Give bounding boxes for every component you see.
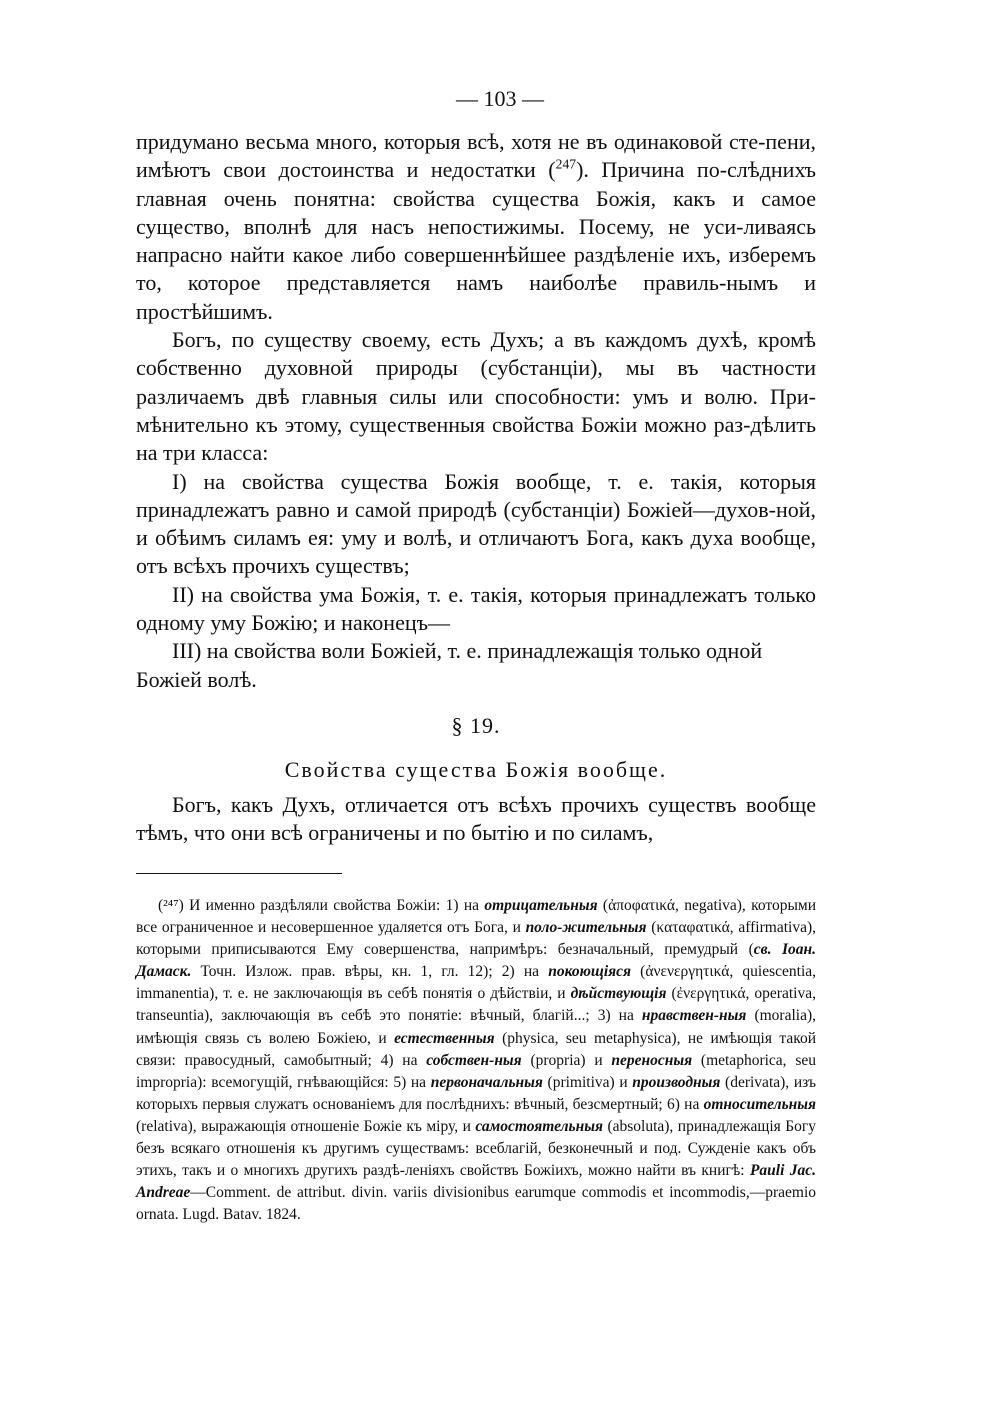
footnote-emphasis: первоначальныя: [430, 1073, 543, 1091]
footnote-emphasis: отрицательныя: [484, 897, 598, 914]
footnote-segment: Точн. Излож. прав. вѣры, кн. 1, гл. 12); 2) на: [191, 963, 549, 981]
footnote: [136, 895, 816, 1226]
paragraph-1-text-b: ). Причина по-слѣднихъ главная очень понятна: свойства существа Божія, какъ и самое существо, вполнѣ для насъ непостижимы. Посему, не уси-ливаясь напрасно найти какое либо совершеннѣйшее раздѣленіе ихъ, изберемъ то, которое представляется намъ наиболѣе правиль-нымъ и простѣйшимъ.: [136, 157, 816, 324]
footnote-segment: (derivata), изъ которыхъ первыя служатъ основаніемъ для послѣднихъ: вѣчный, безсмертный; 6) на: [136, 1073, 816, 1113]
paragraph-3: I) на свойства существа Божія вообще, т. е. такія, которыя принадлежатъ равно и самой природѣ (субстанціи) Божіей—духов-ной, и обѣимъ силамъ ея: уму и волѣ, и отличаютъ Бога, какъ духа вообще, отъ всѣхъ прочихъ существъ;: [136, 468, 816, 579]
footnote-emphasis: нравствен-ныя: [641, 1007, 747, 1025]
footnote-segment: (ἀνενεργητικά, quiescentia, immanentia), т. е. не заключающія въ себѣ понятія о дѣйствіи, и: [136, 963, 816, 1003]
footnote-emphasis: покоющіяся: [548, 963, 631, 981]
paragraph-1: [136, 128, 816, 326]
footnote-segment: (moralia), имѣющія связь съ волею Божіею, и: [136, 1007, 817, 1047]
footnote-segment: —Comment. de attribut. divin. variis divisionibus earumque commodis et incommodis,—praemio ornata. Lugd. Batav. 1824.: [136, 1184, 816, 1224]
footnote-emphasis: самостоятельныя: [475, 1117, 603, 1135]
footnote-emphasis: относительныя: [703, 1095, 816, 1113]
footnote-segment: (relativa), выражающія отношеніе Божіе къ міру, и: [136, 1117, 476, 1135]
paragraph-6: Богъ, какъ Духъ, отличается отъ всѣхъ прочихъ существъ вообще тѣмъ, что они всѣ ограничены и по бытію и по силамъ,: [136, 791, 816, 845]
paragraph-4: II) на свойства ума Божія, т. е. такія, которыя принадлежатъ только одному уму Божію; и наконецъ—: [136, 581, 816, 636]
footnote-mark: (²⁴⁷): [158, 897, 184, 914]
footnote-emphasis: дѣйствующія: [570, 985, 667, 1003]
main-text: [136, 128, 816, 847]
footnote-emphasis: переносныя: [611, 1051, 693, 1069]
footnote-emphasis: собствен-ныя: [426, 1051, 522, 1069]
footnote-segment: (ἀποφατικά, negativa), которыми все ограниченное и несовершенное удаляется отъ Бога, и: [136, 897, 816, 937]
footnote-emphasis: естественныя: [394, 1029, 495, 1047]
footnote-segment: (primitiva) и: [542, 1073, 633, 1091]
footnote-segment: (καταφατικά, affirmativa), которыми приписываются Ему совершенства, напримѣръ: безначальный, премудрый (: [136, 919, 816, 959]
paragraph-2: Богъ, по существу своему, есть Духъ; а въ каждомъ духѣ, кромѣ собственно духовной природы (субстанціи), мы въ частности различаемъ двѣ главныя силы или способности: умъ и волю. При-мѣнительно къ этому, существенныя свойства Божіи можно раз-дѣлить на три класса:: [136, 327, 816, 466]
section-number: § 19.: [451, 712, 501, 738]
footnote-segment: (absoluta), принадлежащія Богу безъ всякаго отношенія къ другимъ существамъ: всеблагій, безконечный и под. Сужденіе какъ объ этихъ, такъ и о многихъ другихъ раздѣ-леніяхъ свойствъ Божіихъ, можно найти въ книгѣ:: [136, 1117, 816, 1180]
page-number: — 103 —: [456, 86, 544, 111]
footnote-segment: (physica, seu metaphysica), не имѣющія такой связи: правосудный, самобытный; 4) на: [136, 1029, 816, 1069]
footnote-segment: (metaphorica, seu improprіa): всемогущій, гнѣвающійся: 5) на: [136, 1051, 816, 1091]
footnote-reference[interactable]: 247: [555, 156, 577, 172]
footnote-text: [136, 895, 816, 1226]
section-heading: Свойства существа Божія вообще.: [284, 757, 668, 783]
footnote-segment: (ἐνεργητικά, operativa, transeuntia), заключающія въ себѣ это понятіе: вѣчный, благій...; 3) на: [136, 985, 816, 1025]
footnote-emphasis: производныя: [632, 1073, 721, 1091]
paragraph-1-text-a: придумано весьма много, которыя всѣ, хотя не въ одинаковой сте-пени, имѣютъ свои достоинства и недостатки (: [136, 129, 816, 183]
footnote-emphasis: поло-жительныя: [525, 919, 647, 937]
paragraph-5: III) на свойства воли Божіей, т. е. принадлежащія только одной Божіей волѣ.: [136, 638, 763, 692]
footnote-emphasis: св. Іоан. Дамаск.: [136, 941, 816, 981]
footnote-emphasis: Pauli Jac. Andreae: [136, 1162, 816, 1202]
footnote-segment: (propria) и: [521, 1051, 612, 1069]
footnote-segment: И именно раздѣляли свойства Божіи: 1) на: [183, 897, 485, 914]
footnote-separator: [136, 873, 342, 874]
